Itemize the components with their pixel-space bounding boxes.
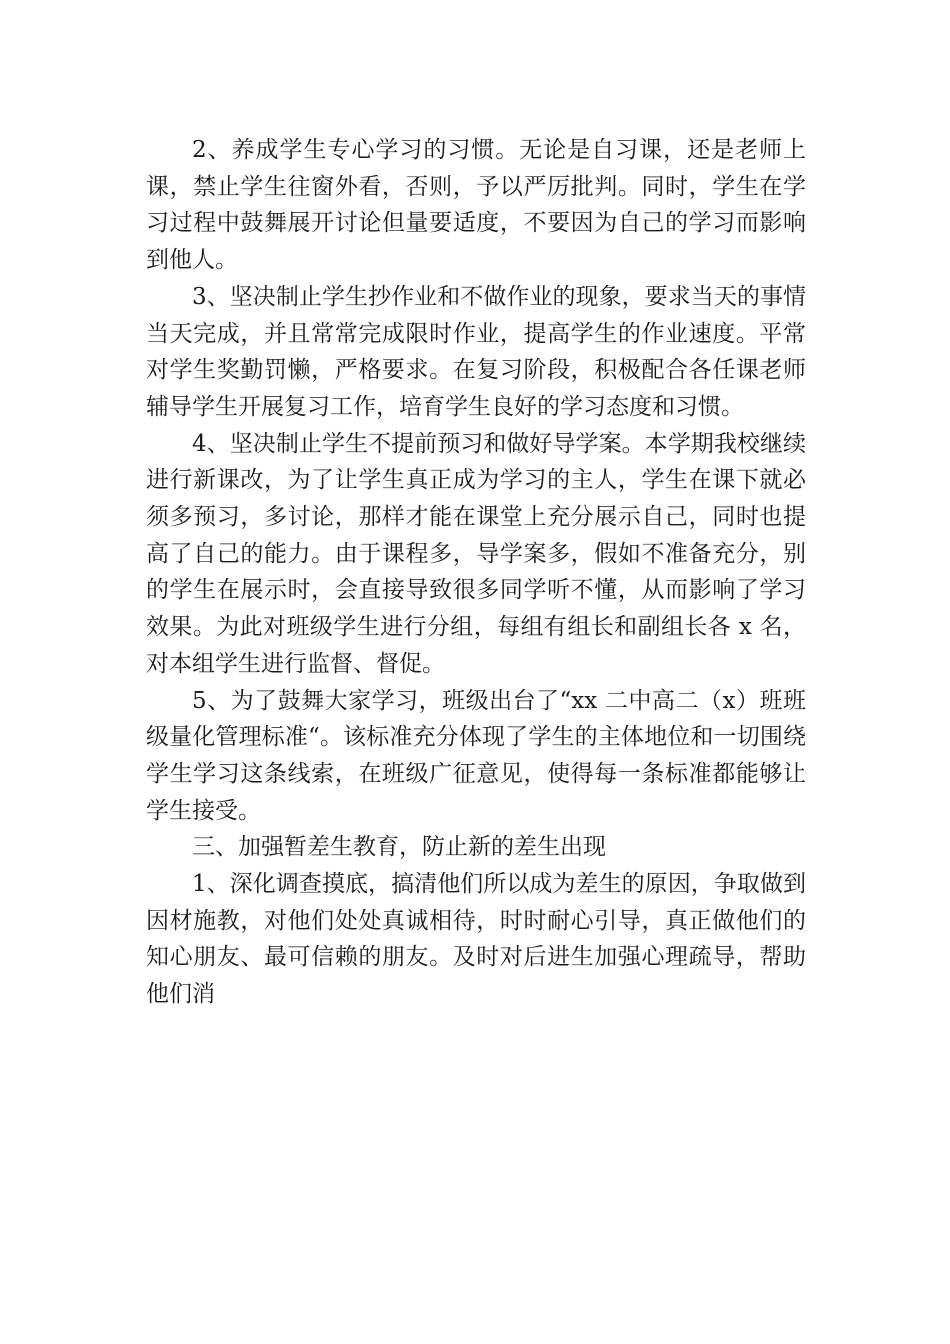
document-body [146, 132, 806, 1013]
paragraph-item-4: 4、坚决制止学生不提前预习和做好导学案。本学期我校继续进行新课改，为了让学生真正成为学习的主人，学生在课下就必须多预习，多讨论，那样才能在课堂上充分展示自己，同时也提高了自己的能力。由于课程多，导学案多，假如不准备充分，别的学生在展示时，会直接导致很多同学听不懂，从而影响了学习效果。为此对班级学生进行分组，每组有组长和副组长各 x 名，对本组学生进行监督、督促。 [146, 430, 806, 677]
paragraph-item-3: 3、坚决制止学生抄作业和不做作业的现象，要求当天的事情当天完成，并且常常完成限时作业，提高学生的作业速度。平常对学生奖勤罚懒，严格要求。在复习阶段，积极配合各任课老师辅导学生开展复习工作，培育学生良好的学习态度和习惯。 [146, 283, 806, 420]
paragraph-item-2: 2、养成学生专心学习的习惯。无论是自习课，还是老师上课，禁止学生往窗外看，否则，予以严厉批判。同时，学生在学习过程中鼓舞展开讨论但量要适度，不要因为自己的学习而影响到他人。 [146, 137, 806, 274]
paragraph-item-5: 5、为了鼓舞大家学习，班级出台了“xx 二中高二（x）班班级量化管理标准“。该标准充分体现了学生的主体地位和一切围绕学生学习这条线索，在班级广征意见，使得每一条标准都能够让学生接受。 [146, 687, 806, 824]
paragraph-item-1: 1、深化调查摸底，搞清他们所以成为差生的原因，争取做到因材施教，对他们处处真诚相待，时时耐心引导，真正做他们的知心朋友、最可信赖的朋友。及时对后进生加强心理疏导，帮助他们消 [146, 871, 806, 1008]
section-heading: 三、加强暂差生教育，防止新的差生出现 [192, 834, 606, 861]
